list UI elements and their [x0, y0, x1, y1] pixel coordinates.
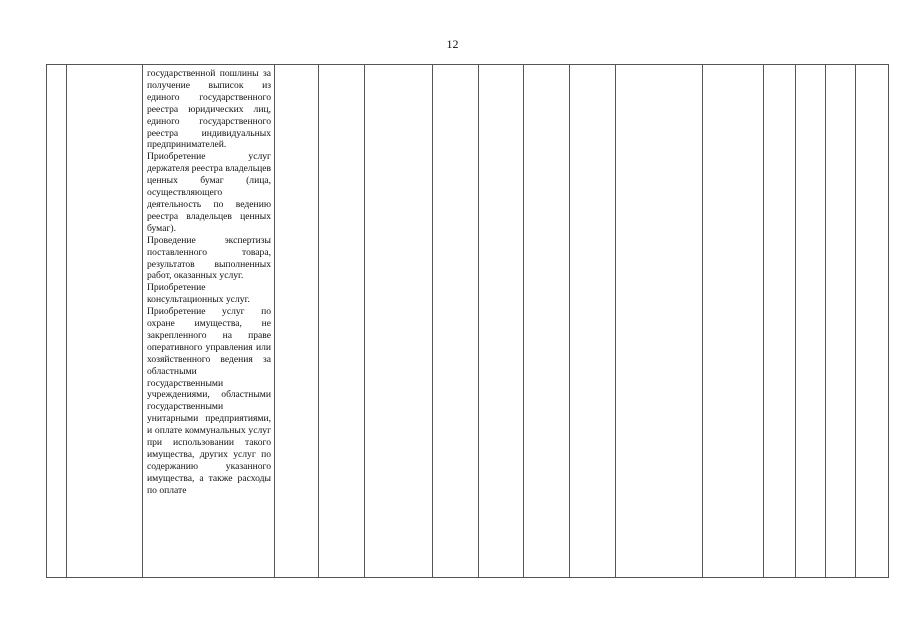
table-cell: [703, 65, 764, 578]
page-number: 12: [446, 37, 459, 51]
table-cell: [856, 65, 889, 578]
table-cell: [764, 65, 796, 578]
table-cell: [796, 65, 826, 578]
table-cell: [826, 65, 856, 578]
table-cell: [319, 65, 365, 578]
table-cell: [365, 65, 433, 578]
text-paragraph: Проведение экспертизы поставленного товара, результатов выполненных работ, оказанных услуг.: [147, 234, 271, 282]
table-cell: [524, 65, 570, 578]
text-paragraph: Приобретение услуг по охране имущества, не закрепленного на праве оперативного управления или хозяйственного ведения за областными государственными учреждениями, областными государственными унитарными предприятиями, и оплате коммунальных услуг при использовании такого имущества, других услуг по содержанию указанного имущества, а также расходы по оплате: [147, 306, 271, 496]
document-table: [46, 64, 889, 578]
table-cell: [479, 65, 524, 578]
table-cell: [570, 65, 616, 578]
table-cell: [616, 65, 703, 578]
table-cell: [47, 65, 67, 578]
table-cell: [275, 65, 319, 578]
table-cell-text: [143, 65, 275, 578]
text-paragraph: Приобретение консультационных услуг.: [147, 282, 250, 306]
table-row: [47, 65, 889, 578]
table-cell: [433, 65, 479, 578]
table-cell: [67, 65, 143, 578]
text-paragraph: государственной пошлины за получение выписок из единого государственного реестра юридических лиц, единого государственного реестра индивидуальных предпринимателей.: [147, 68, 271, 151]
text-paragraph: Приобретение услуг держателя реестра владельцев ценных бумаг (лица, осуществляющего деятельность по ведению реестра владельцев ценных бумаг).: [147, 151, 271, 234]
